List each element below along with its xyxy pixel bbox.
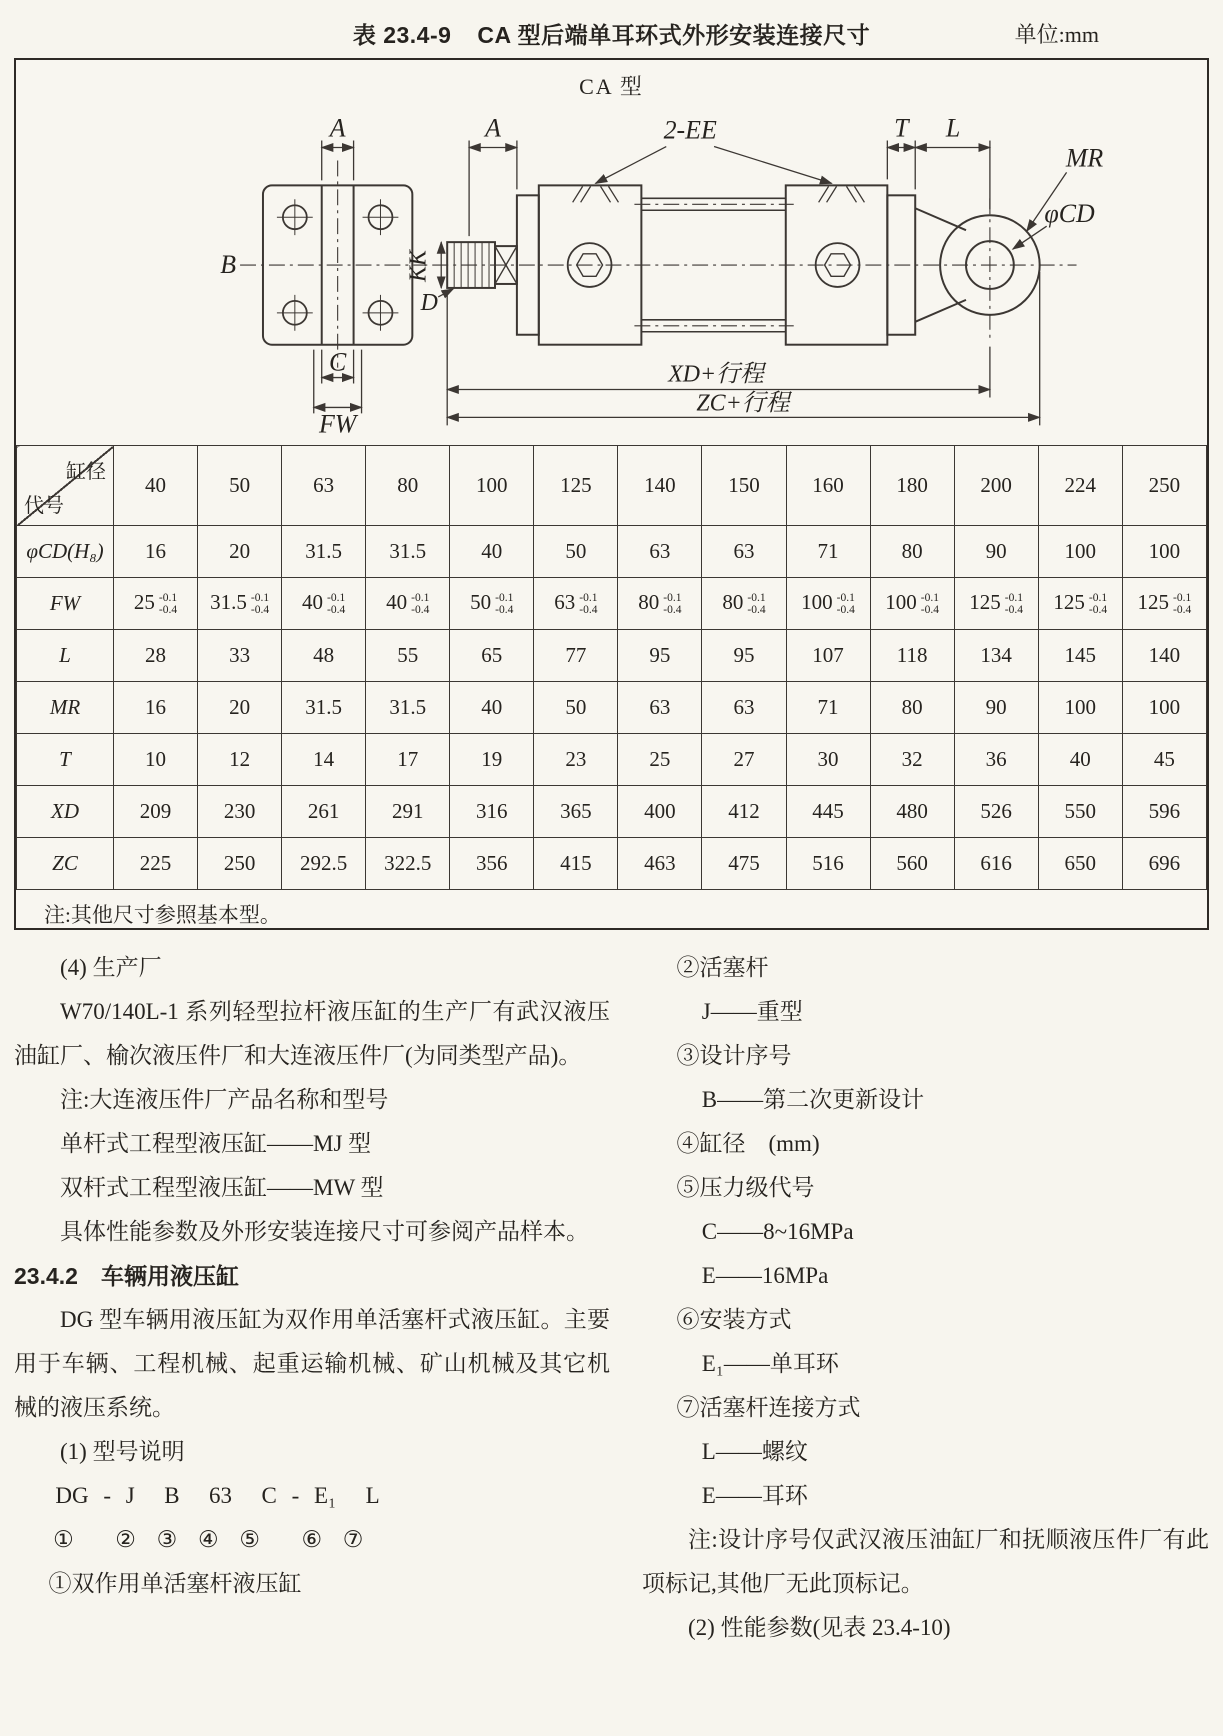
- table-cell: 16: [114, 682, 198, 734]
- table-cell: 71: [786, 526, 870, 578]
- dim-label-a2: A: [485, 113, 501, 143]
- paragraph: L——螺纹: [701, 1439, 808, 1464]
- table-cell: 415: [534, 838, 618, 890]
- table-cell: 28: [114, 630, 198, 682]
- column-header: 40: [114, 446, 198, 526]
- table-header-row: [17, 446, 1207, 526]
- table-cell: 616: [954, 838, 1038, 890]
- corner-label-code: 代号: [24, 495, 64, 517]
- table-cell: 40: [1038, 734, 1122, 786]
- table-cell: 100: [1038, 526, 1122, 578]
- table-row: [17, 630, 1207, 682]
- body-text: [14, 946, 1209, 1650]
- table-cell: 27: [702, 734, 786, 786]
- table-cell: 33: [198, 630, 282, 682]
- row-label: T: [17, 734, 114, 786]
- table-cell: 80: [870, 526, 954, 578]
- table-body: [17, 526, 1207, 890]
- table-note: 注:其他尺寸参照基本型。: [44, 903, 281, 927]
- table-cell: 36: [954, 734, 1038, 786]
- paragraph: ① ② ③ ④ ⑤ ⑥ ⑦: [53, 1527, 364, 1552]
- text-column-left: [14, 946, 610, 1650]
- table-row: [17, 786, 1207, 838]
- table-row: [17, 838, 1207, 890]
- tolerance: -0.1 -0.4: [327, 591, 346, 617]
- table-cell: 400: [618, 786, 702, 838]
- table-cell: 80 -0.1 -0.4: [618, 578, 702, 630]
- table-cell: 412: [702, 786, 786, 838]
- paragraph: 注:设计序号仅武汉液压油缸厂和抚顺液压件厂有此项标记,其他厂无此顶标记。: [642, 1527, 1209, 1596]
- column-header: 80: [366, 446, 450, 526]
- tolerance: -0.1 -0.4: [495, 591, 514, 617]
- dim-label-cd: φCD: [1044, 199, 1095, 229]
- paragraph: 23.4.2 车辆用液压缸: [14, 1263, 239, 1289]
- dim-label-b: B: [220, 249, 237, 279]
- table-cell: 50 -0.1 -0.4: [450, 578, 534, 630]
- paragraph: E₁——单耳环: [701, 1351, 839, 1376]
- table-frame: [14, 58, 1209, 930]
- paragraph: (1) 型号说明: [60, 1439, 185, 1464]
- tolerance: -0.1 -0.4: [836, 591, 855, 617]
- column-header: 63: [282, 446, 366, 526]
- table-cell: 19: [450, 734, 534, 786]
- table-cell: 80: [870, 682, 954, 734]
- table-cell: 23: [534, 734, 618, 786]
- table-cell: 77: [534, 630, 618, 682]
- table-cell: 63 -0.1 -0.4: [534, 578, 618, 630]
- table-cell: 516: [786, 838, 870, 890]
- table-cell: 31.5: [366, 526, 450, 578]
- paragraph: ③设计序号: [676, 1043, 792, 1068]
- table-cell: 100: [1122, 526, 1206, 578]
- table-cell: 292.5: [282, 838, 366, 890]
- table-cell: 100 -0.1 -0.4: [870, 578, 954, 630]
- table-cell: 134: [954, 630, 1038, 682]
- paragraph: W70/140L-1 系列轻型拉杆液压缸的生产厂有武汉液压油缸厂、榆次液压件厂和大连液压件厂(为同类型产品)。: [14, 999, 610, 1068]
- table-title: [353, 17, 870, 50]
- row-label: φCD(H₈): [17, 526, 114, 578]
- table-cell: 250: [198, 838, 282, 890]
- table-cell: 45: [1122, 734, 1206, 786]
- table-cell: 291: [366, 786, 450, 838]
- row-label: XD: [17, 786, 114, 838]
- tolerance: -0.1 -0.4: [579, 591, 598, 617]
- table-cell: 31.5: [366, 682, 450, 734]
- table-cell: 445: [786, 786, 870, 838]
- column-header: 180: [870, 446, 954, 526]
- dim-label-xd: XD+行程: [668, 361, 764, 388]
- table-caption: CA 型后端单耳环式外形安装连接尺寸: [477, 21, 871, 48]
- paragraph: ⑥安装方式: [676, 1307, 792, 1332]
- table-cell: 31.5 -0.1 -0.4: [198, 578, 282, 630]
- table-cell: 12: [198, 734, 282, 786]
- table-cell: 31.5: [282, 526, 366, 578]
- column-header: 160: [786, 446, 870, 526]
- column-header: 50: [198, 446, 282, 526]
- paragraph: E——16MPa: [701, 1263, 829, 1288]
- paragraph: 具体性能参数及外形安装连接尺寸可参阅产品样本。: [60, 1219, 589, 1244]
- row-label: MR: [17, 682, 114, 734]
- table-cell: 40 -0.1 -0.4: [366, 578, 450, 630]
- table-cell: 125 -0.1 -0.4: [1038, 578, 1122, 630]
- table-cell: 63: [702, 682, 786, 734]
- paragraph: ①双作用单活塞杆液压缸: [48, 1571, 302, 1596]
- tolerance: -0.1 -0.4: [1004, 591, 1024, 617]
- dim-label-fw: FW: [318, 409, 357, 439]
- paragraph: 单杆式工程型液压缸——MJ 型: [60, 1131, 372, 1156]
- dim-label-l: L: [945, 113, 961, 143]
- column-header: 250: [1122, 446, 1206, 526]
- table-cell: 140: [1122, 630, 1206, 682]
- table-cell: 356: [450, 838, 534, 890]
- paragraph: B——第二次更新设计: [701, 1087, 925, 1112]
- table-cell: 63: [618, 526, 702, 578]
- table-cell: 50: [534, 526, 618, 578]
- table-cell: 125 -0.1 -0.4: [954, 578, 1038, 630]
- paragraph: 注:大连液压件厂产品名称和型号: [60, 1087, 389, 1112]
- table-cell: 480: [870, 786, 954, 838]
- table-row: [17, 682, 1207, 734]
- table-corner-cell: [17, 446, 114, 526]
- column-header: 125: [534, 446, 618, 526]
- row-label: L: [17, 630, 114, 682]
- paragraph: 双杆式工程型液压缸——MW 型: [60, 1175, 384, 1200]
- table-cell: 71: [786, 682, 870, 734]
- column-header: 140: [618, 446, 702, 526]
- tolerance: -0.1 -0.4: [250, 591, 270, 617]
- table-cell: 526: [954, 786, 1038, 838]
- paragraph: ⑦活塞杆连接方式: [676, 1395, 861, 1420]
- column-header: 224: [1038, 446, 1122, 526]
- paragraph: J——重型: [701, 999, 803, 1024]
- table-cell: 125 -0.1 -0.4: [1122, 578, 1206, 630]
- tolerance: -0.1 -0.4: [747, 591, 766, 617]
- table-cell: 25: [618, 734, 702, 786]
- centerlines: [240, 160, 1076, 367]
- figure-type-label: CA 型: [579, 74, 644, 99]
- table-cell: 40: [450, 526, 534, 578]
- paragraph: ⑤压力级代号: [676, 1175, 815, 1200]
- table-cell: 230: [198, 786, 282, 838]
- table-cell: 20: [198, 526, 282, 578]
- table-cell: 650: [1038, 838, 1122, 890]
- table-cell: 696: [1122, 838, 1206, 890]
- table-cell: 596: [1122, 786, 1206, 838]
- table-cell: 100: [1122, 682, 1206, 734]
- table-cell: 365: [534, 786, 618, 838]
- corner-label-bore: 缸径: [66, 461, 106, 483]
- table-cell: 225: [114, 838, 198, 890]
- table-cell: 80 -0.1 -0.4: [702, 578, 786, 630]
- table-cell: 560: [870, 838, 954, 890]
- table-cell: 322.5: [366, 838, 450, 890]
- table-cell: 48: [282, 630, 366, 682]
- table-cell: 14: [282, 734, 366, 786]
- paragraph: ④缸径 (mm): [676, 1131, 820, 1156]
- dimension-table: [16, 445, 1207, 890]
- table-cell: 95: [618, 630, 702, 682]
- table-cell: 90: [954, 526, 1038, 578]
- table-cell: 16: [114, 526, 198, 578]
- paragraph: E——耳环: [701, 1483, 808, 1508]
- column-header: 200: [954, 446, 1038, 526]
- dim-label-mr: MR: [1065, 143, 1104, 173]
- paragraph: (2) 性能参数(见表 23.4-10): [688, 1615, 951, 1640]
- table-number: 表 23.4-9: [352, 21, 452, 48]
- table-cell: 209: [114, 786, 198, 838]
- table-cell: 40 -0.1 -0.4: [282, 578, 366, 630]
- paragraph: DG 型车辆用液压缸为双作用单活塞杆式液压缸。主要用于车辆、工程机械、起重运输机械、矿山机械及其它机械的液压系统。: [14, 1307, 610, 1420]
- table-cell: 40: [450, 682, 534, 734]
- tolerance: -0.1 -0.4: [663, 591, 682, 617]
- paragraph: DG - J B 63 C - E₁ L: [55, 1483, 380, 1508]
- table-cell: 118: [870, 630, 954, 682]
- row-label: ZC: [17, 838, 114, 890]
- table-cell: 145: [1038, 630, 1122, 682]
- table-cell: 100: [1038, 682, 1122, 734]
- paragraph: ②活塞杆: [676, 955, 769, 980]
- paragraph: C——8~16MPa: [701, 1219, 854, 1244]
- column-header: 150: [702, 446, 786, 526]
- table-cell: 65: [450, 630, 534, 682]
- table-cell: 550: [1038, 786, 1122, 838]
- tolerance: -0.1 -0.4: [158, 591, 178, 617]
- table-cell: 25 -0.1 -0.4: [114, 578, 198, 630]
- table-cell: 261: [282, 786, 366, 838]
- column-header: 100: [450, 446, 534, 526]
- tolerance: -0.1 -0.4: [1088, 591, 1108, 617]
- table-cell: 63: [702, 526, 786, 578]
- table-row: [17, 526, 1207, 578]
- table-cell: 100 -0.1 -0.4: [786, 578, 870, 630]
- dim-label-ee: 2-EE: [663, 115, 717, 145]
- table-row: [17, 734, 1207, 786]
- table-cell: 10: [114, 734, 198, 786]
- paragraph: (4) 生产厂: [60, 955, 162, 980]
- dim-label-t: T: [894, 113, 909, 143]
- row-label: FW: [17, 578, 114, 630]
- dim-label-kk: KK: [405, 250, 432, 282]
- table-cell: 31.5: [282, 682, 366, 734]
- table-cell: 30: [786, 734, 870, 786]
- table-cell: 107: [786, 630, 870, 682]
- table-cell: 17: [366, 734, 450, 786]
- table-cell: 63: [618, 682, 702, 734]
- technical-drawing: [19, 100, 1204, 445]
- tolerance: -0.1 -0.4: [411, 591, 430, 617]
- unit-label: 单位:mm: [1014, 22, 1099, 47]
- table-cell: 316: [450, 786, 534, 838]
- text-column-right: [610, 946, 1209, 1650]
- table-cell: 50: [534, 682, 618, 734]
- tolerance: -0.1 -0.4: [920, 591, 939, 617]
- table-cell: 90: [954, 682, 1038, 734]
- table-cell: 95: [702, 630, 786, 682]
- dim-label-c: C: [329, 347, 347, 377]
- document-header: [14, 14, 1209, 52]
- table-cell: 463: [618, 838, 702, 890]
- dim-label-d: D: [420, 289, 438, 316]
- tolerance: -0.1 -0.4: [1173, 591, 1192, 617]
- table-cell: 20: [198, 682, 282, 734]
- dim-label-a1: A: [329, 113, 346, 143]
- table-cell: 475: [702, 838, 786, 890]
- table-cell: 32: [870, 734, 954, 786]
- dim-label-zc: ZC+行程: [696, 390, 790, 417]
- table-cell: 55: [366, 630, 450, 682]
- table-row: [17, 578, 1207, 630]
